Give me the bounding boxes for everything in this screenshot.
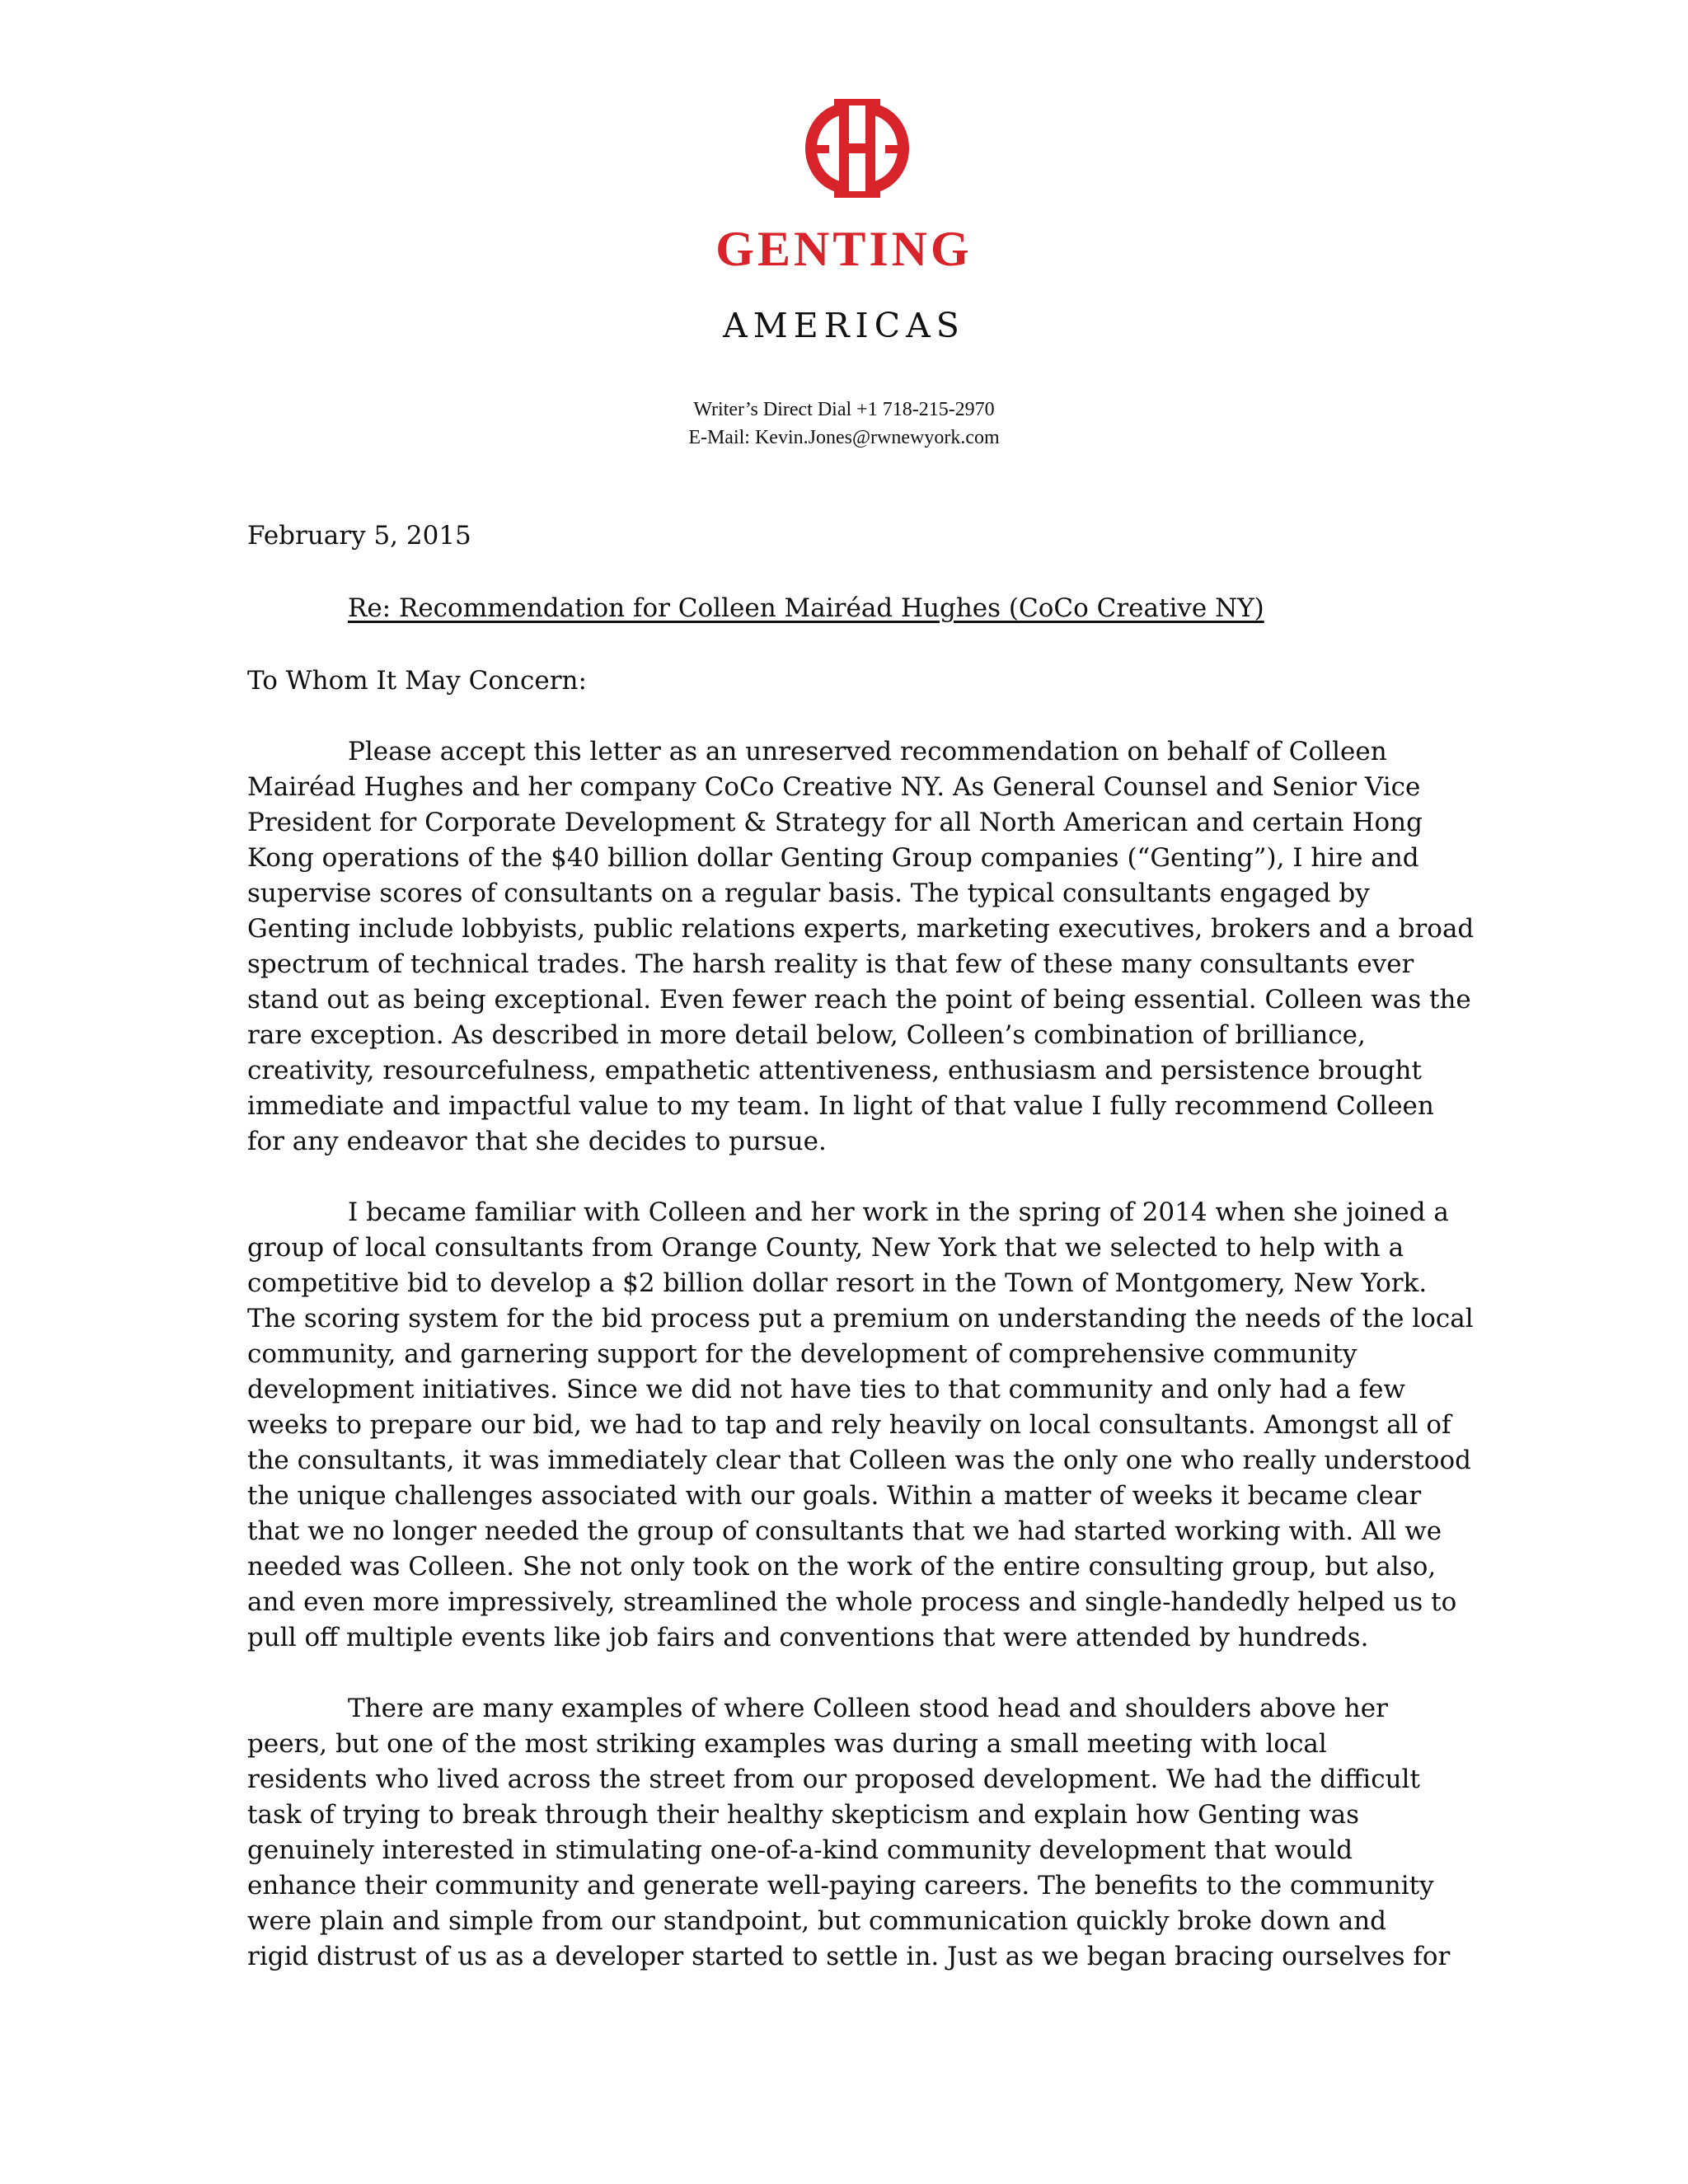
- paragraph-line: The scoring system for the bid process put a premium on understanding the needs of the local: [247, 1304, 1474, 1333]
- paragraph-line: development initiatives. Since we did not have ties to that community and only had a few: [247, 1375, 1406, 1404]
- paragraph-line: community, and garnering support for the development of comprehensive community: [247, 1339, 1357, 1369]
- paragraph-line: Genting include lobbyists, public relations experts, marketing executives, brokers and a broad: [247, 914, 1475, 944]
- paragraph-line: weeks to prepare our bid, we had to tap and rely heavily on local consultants. Amongst all of: [247, 1410, 1451, 1440]
- letter-date: February 5, 2015: [247, 521, 471, 551]
- salutation: To Whom It May Concern:: [247, 666, 587, 696]
- paragraph-line: enhance their community and generate well-paying careers. The benefits to the community: [247, 1871, 1434, 1900]
- paragraph-line: Please accept this letter as an unreserved recommendation on behalf of Colleen: [348, 737, 1387, 766]
- paragraph-line: immediate and impactful value to my team. In light of that value I fully recommend Colleen: [247, 1091, 1434, 1121]
- paragraph-line: supervise scores of consultants on a regular basis. The typical consultants engaged by: [247, 879, 1370, 908]
- paragraph-line: needed was Colleen. She not only took on the work of the entire consulting group, but also,: [247, 1552, 1437, 1582]
- paragraph-line: task of trying to break through their healthy skepticism and explain how Genting was: [247, 1800, 1360, 1830]
- paragraph-line: Mairéad Hughes and her company CoCo Creative NY. As General Counsel and Senior Vice: [247, 772, 1421, 802]
- paragraph-line: group of local consultants from Orange County, New York that we selected to help with a: [247, 1233, 1404, 1263]
- paragraph-3: [247, 1691, 1484, 1975]
- paragraph-line: were plain and simple from our standpoint, but communication quickly broke down and: [247, 1906, 1387, 1936]
- paragraph-line: competitive bid to develop a $2 billion dollar resort in the Town of Montgomery, New York.: [247, 1268, 1428, 1298]
- email-address: E-Mail: Kevin.Jones@rwnewyork.com: [688, 427, 1000, 448]
- paragraph-line: I became familiar with Colleen and her work in the spring of 2014 when she joined a: [348, 1197, 1449, 1227]
- paragraph-2: [247, 1195, 1484, 1656]
- paragraph-1: [247, 734, 1484, 1160]
- letter-subject: Re: Recommendation for Colleen Mairéad Hughes (CoCo Creative NY): [348, 593, 1264, 623]
- paragraph-line: There are many examples of where Colleen stood head and shoulders above her: [348, 1694, 1388, 1723]
- paragraph-line: genuinely interested in stimulating one-of-a-kind community development that would: [247, 1835, 1353, 1865]
- paragraph-line: that we no longer needed the group of consultants that we had started working with. All we: [247, 1516, 1442, 1546]
- paragraph-line: pull off multiple events like job fairs and conventions that were attended by hundreds.: [247, 1623, 1369, 1652]
- paragraph-line: the consultants, it was immediately clear that Colleen was the only one who really understood: [247, 1446, 1471, 1475]
- region-label: AMERICAS: [723, 306, 965, 345]
- contact-block: [0, 396, 1688, 452]
- paragraph-line: and even more impressively, streamlined the whole process and single-handedly helped us to: [247, 1587, 1457, 1617]
- paragraph-line: residents who lived across the street from our proposed development. We had the difficult: [247, 1765, 1420, 1794]
- paragraph-line: the unique challenges associated with our goals. Within a matter of weeks it became clear: [247, 1481, 1422, 1511]
- paragraph-line: President for Corporate Development & Strategy for all North American and certain Hong: [247, 808, 1423, 837]
- paragraph-line: rigid distrust of us as a developer started to settle in. Just as we began bracing ourselves for: [247, 1942, 1451, 1971]
- paragraph-line: peers, but one of the most striking examples was during a small meeting with local: [247, 1729, 1327, 1759]
- paragraph-line: spectrum of technical trades. The harsh reality is that few of these many consultants ever: [247, 949, 1414, 979]
- paragraph-line: for any endeavor that she decides to pursue.: [247, 1127, 827, 1156]
- paragraph-line: rare exception. As described in more detail below, Colleen’s combination of brilliance,: [247, 1020, 1366, 1050]
- direct-dial: Writer’s Direct Dial +1 718-215-2970: [693, 399, 995, 420]
- paragraph-line: Kong operations of the $40 billion dollar Genting Group companies (“Genting”), I hire and: [247, 843, 1419, 873]
- company-wordmark: GENTING: [715, 222, 973, 276]
- paragraph-line: stand out as being exceptional. Even fewer reach the point of being essential. Colleen was the: [247, 985, 1471, 1015]
- paragraph-line: creativity, resourcefulness, empathetic attentiveness, enthusiasm and persistence brought: [247, 1056, 1422, 1085]
- genting-logo-icon: [796, 97, 918, 199]
